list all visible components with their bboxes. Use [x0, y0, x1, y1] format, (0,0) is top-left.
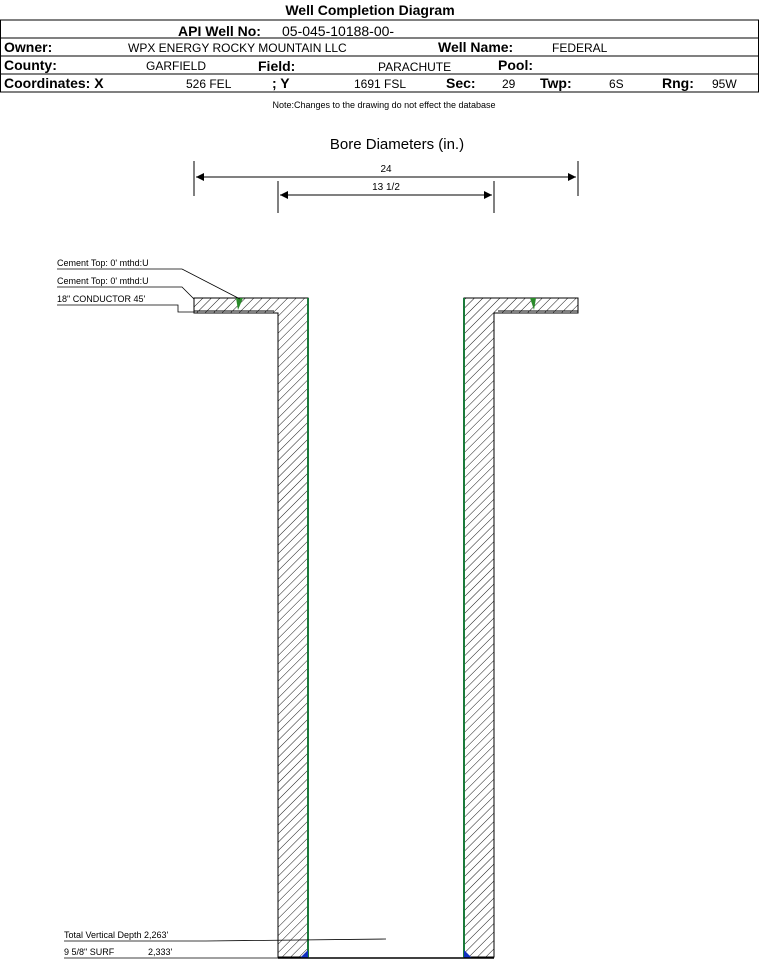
owner-label: Owner:: [4, 39, 53, 55]
sec-label: Sec:: [446, 75, 476, 91]
cement-top-label-2: Cement Top: 0' mthd:U: [57, 276, 149, 286]
sec-value: 29: [502, 77, 516, 91]
coord-label: Coordinates: X: [4, 75, 104, 91]
coord-y-value: 1691 FSL: [354, 77, 407, 91]
annotations: [57, 258, 386, 958]
county-label: County:: [4, 57, 57, 73]
twp-value: 6S: [609, 77, 624, 91]
surf-casing-label: 9 5/8" SURF: [64, 947, 115, 957]
conductor-label: 18" CONDUCTOR 45': [57, 294, 146, 304]
diagram-title: Well Completion Diagram: [285, 2, 455, 18]
inner-diameter-label: 13 1/2: [372, 182, 400, 193]
coord-x-value: 526 FEL: [186, 77, 232, 91]
rng-label: Rng:: [662, 75, 694, 91]
coord-y-label: ; Y: [272, 75, 290, 91]
well-name-value: FEDERAL: [552, 41, 608, 55]
county-value: GARFIELD: [146, 59, 207, 73]
right-cement-wall: [464, 298, 578, 957]
inner-diameter-dimension: [278, 181, 494, 213]
cement-top-label-1: Cement Top: 0' mthd:U: [57, 258, 149, 268]
twp-label: Twp:: [540, 75, 572, 91]
bore-diameters-title: Bore Diameters (in.): [329, 136, 465, 153]
field-label: Field:: [258, 58, 296, 74]
api-label: API Well No:: [178, 23, 261, 39]
well-name-label: Well Name:: [438, 39, 514, 55]
rng-value: 95W: [712, 77, 737, 91]
note-text: Note:Changes to the drawing do not effect the database: [272, 100, 496, 110]
left-cement-wall: [194, 298, 308, 957]
header-table: [0, 20, 759, 92]
pool-label: Pool:: [498, 57, 533, 73]
api-value: 05-045-10188-00-: [282, 23, 395, 39]
outer-diameter-label: 24: [380, 164, 392, 175]
tvd-label: Total Vertical Depth 2,263': [64, 930, 169, 940]
field-value: PARACHUTE: [378, 60, 452, 74]
well-bore: [194, 298, 578, 958]
surf-depth-label: 2,333': [148, 947, 173, 957]
owner-value: WPX ENERGY ROCKY MOUNTAIN LLC: [128, 41, 347, 55]
